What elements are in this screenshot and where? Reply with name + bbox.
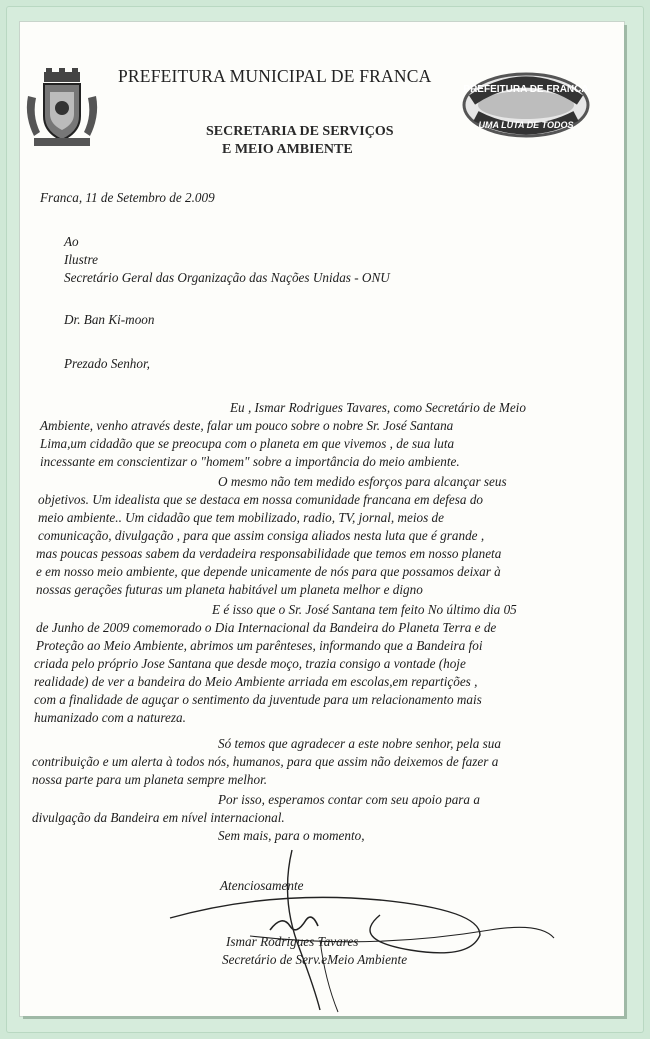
paragraph-1-line: Lima,um cidadão que se preocupa com o planeta em que vivemos , de sua luta bbox=[40, 436, 455, 451]
stamp-bottom-text: UMA LUTA DE TODOS bbox=[478, 120, 574, 130]
paragraph-1-line: incessante em conscientizar o "homem" sobre a importância do meio ambiente. bbox=[40, 454, 460, 469]
paragraph-2-line: e em nosso meio ambiente, que depende unicamente de nós para que possamos deixar à bbox=[36, 564, 501, 579]
paragraph-2-line: objetivos. Um idealista que se destaca em nossa comunidade francana em defesa do bbox=[38, 492, 484, 507]
letter-date: Franca, 11 de Setembro de 2.009 bbox=[40, 190, 215, 205]
organization-title: PREFEITURA MUNICIPAL DE FRANCA bbox=[118, 66, 432, 86]
paragraph-5-line: Por isso, esperamos contar com seu apoio para a bbox=[218, 792, 480, 807]
paragraph-4-line: nossa parte para um planeta sempre melhor. bbox=[32, 772, 268, 787]
signer-title: Secretário de Serv.eMeio Ambiente bbox=[222, 952, 408, 967]
paragraph-3-line: Proteção ao Meio Ambiente, abrimos um parênteses, informando que a Bandeira foi bbox=[36, 638, 483, 653]
recipient-line-3: Secretário Geral das Organização das Nações Unidas - ONU bbox=[64, 270, 390, 285]
paragraph-3-line: humanizado com a natureza. bbox=[34, 710, 186, 725]
department-line-2: E MEIO AMBIENTE bbox=[222, 142, 353, 157]
coat-of-arms-icon bbox=[20, 66, 104, 150]
paragraph-5-line: divulgação da Bandeira em nível internacional. bbox=[32, 810, 285, 825]
paragraph-4-line: contribuição e um alerta à todos nós, humanos, para que assim não deixemos de fazer a bbox=[32, 754, 499, 769]
paragraph-3-line: realidade) de ver a bandeira do Meio Ambiente arriada em escolas,em repartições , bbox=[34, 674, 478, 689]
paragraph-2-line: nossas gerações futuras um planeta habitável um planeta melhor e digno bbox=[36, 582, 423, 597]
recipient-line-2: Ilustre bbox=[64, 252, 98, 267]
addressee: Dr. Ban Ki-moon bbox=[64, 312, 155, 327]
recipient-line-1: Ao bbox=[64, 234, 79, 249]
paragraph-2-line: meio ambiente.. Um cidadão que tem mobilizado, radio, TV, jornal, meios de bbox=[38, 510, 444, 525]
greeting: Prezado Senhor, bbox=[64, 356, 150, 371]
department-line-1: SECRETARIA DE SERVIÇOS bbox=[206, 124, 394, 139]
closing: Atenciosamente bbox=[220, 878, 304, 893]
paragraph-1-line: Ambiente, venho através deste, falar um pouco sobre o nobre Sr. José Santana bbox=[40, 418, 454, 433]
paragraph-3-line: com a finalidade de aguçar o sentimento da juventude para um relacionamento mais bbox=[34, 692, 482, 707]
handwritten-signature bbox=[150, 840, 570, 1020]
campaign-stamp-seal bbox=[458, 70, 594, 136]
paragraph-4-line: Só temos que agradecer a este nobre senhor, pela sua bbox=[218, 736, 501, 751]
stamp-top-text: PREFEITURA DE FRANCA bbox=[463, 84, 589, 95]
paragraph-3-line: criada pelo próprio Jose Santana que desde moço, trazia consigo a vontade (hoje bbox=[34, 656, 466, 671]
paragraph-1-line: Eu , Ismar Rodrigues Tavares, como Secretário de Meio bbox=[230, 400, 526, 415]
signer-name: Ismar Rodrigues Tavares bbox=[226, 934, 359, 949]
paragraph-2-line: mas poucas pessoas sabem da verdadeira responsabilidade que temos em nosso planeta bbox=[36, 546, 502, 561]
paragraph-2-line: O mesmo não tem medido esforços para alcançar seus bbox=[218, 474, 507, 489]
paragraph-5-line: Sem mais, para o momento, bbox=[218, 828, 365, 843]
paragraph-3-line: de Junho de 2009 comemorado o Dia Internacional da Bandeira do Planeta Terra e de bbox=[36, 620, 497, 635]
paragraph-3-line: E é isso que o Sr. José Santana tem feito No último dia 05 bbox=[212, 602, 517, 617]
paragraph-2-line: comunicação, divulgação , para que assim consiga aliados nesta luta que é grande , bbox=[38, 528, 485, 543]
